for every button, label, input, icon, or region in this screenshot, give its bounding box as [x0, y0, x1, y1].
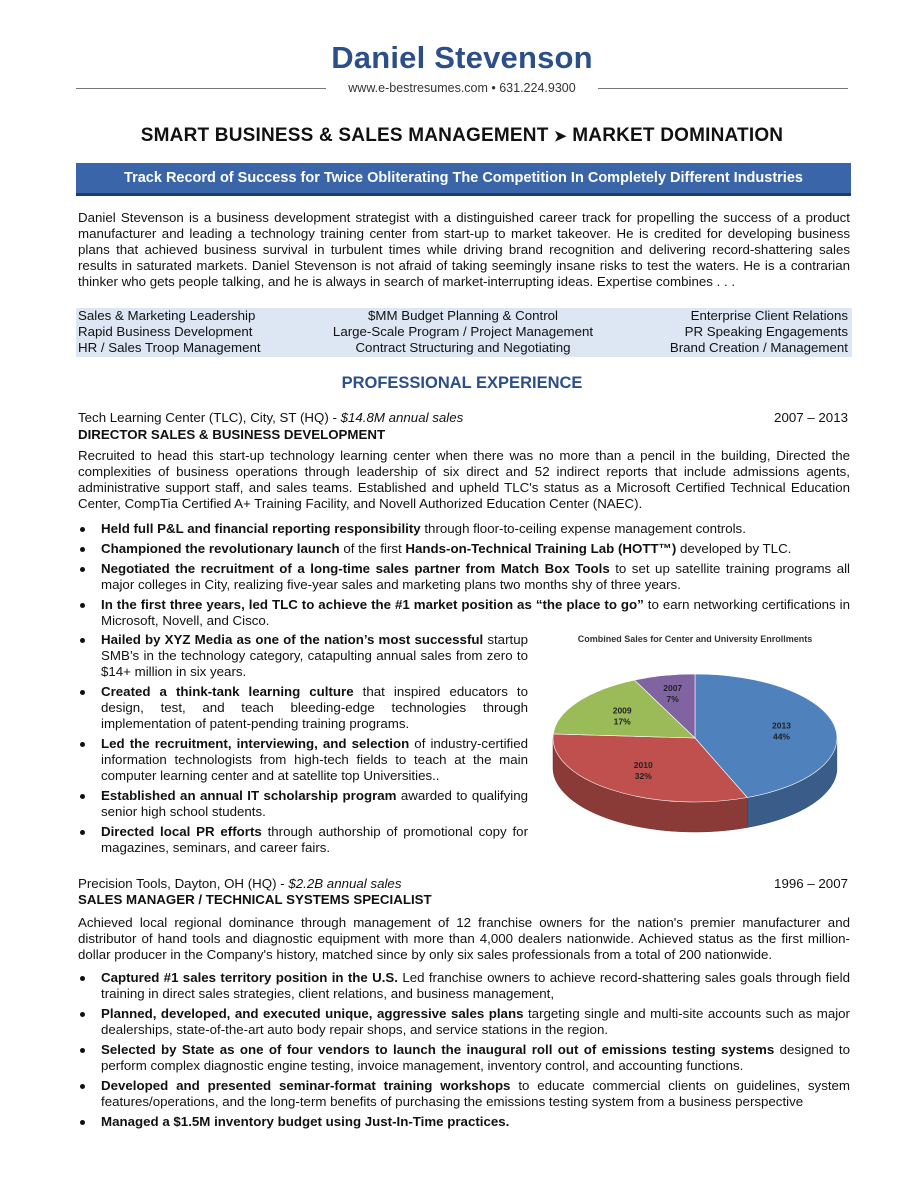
bullet-item	[78, 521, 850, 537]
bullet-highlight: Captured #1 sales territory position in the U.S.	[101, 970, 398, 985]
bullet-highlight: Created a think-tank learning culture	[101, 684, 354, 699]
skill-item: Contract Structuring and Negotiating	[355, 340, 571, 355]
job2-dates: 1996 – 2007	[774, 876, 848, 891]
bullet-text: to educate commercial clients on guidelines, system features/operations, and the long-term benefits of purchasing the emissions testing system from a business perspective	[101, 1078, 851, 1109]
chart-title: Combined Sales for Center and University Enrollments	[577, 634, 813, 644]
bullet-text: through floor-to-ceiling expense management controls.	[420, 521, 746, 536]
headline-right: MARKET DOMINATION	[572, 125, 784, 146]
bullet-highlight: Negotiated the recruitment of a long-time sales partner from Match Box Tools	[101, 561, 610, 576]
job2-bullets	[78, 970, 850, 1134]
bullet-highlight: Established an annual IT scholarship program	[101, 788, 397, 803]
skill-item: Rapid Business Development	[78, 324, 253, 339]
bullet-text: that inspired educators to design, test, and teach bleeding-edge technologies through implementation of patent-pending training programs.	[101, 684, 528, 731]
bullet-highlight: Developed and presented seminar-format training workshops	[101, 1078, 511, 1093]
bullet-highlight: In the first three years, led TLC to achieve the #1 market position as “the place to go”	[101, 597, 644, 612]
bullet-item	[78, 1114, 850, 1130]
tagline-banner: Track Record of Success for Twice Obliterating The Competition In Completely Different Industries	[76, 163, 851, 196]
bullet-item	[78, 1078, 850, 1110]
job1-side-bullets	[78, 632, 528, 860]
bullet-highlight: Led the recruitment, interviewing, and selection	[101, 736, 410, 751]
job1-dates: 2007 – 2013	[774, 410, 848, 425]
job1-title: DIRECTOR SALES & BUSINESS DEVELOPMENT	[78, 427, 386, 442]
bullet-text: to earn networking certifications in Microsoft, Novell, and Cisco.	[101, 597, 850, 628]
pie-label-percent: 32%	[634, 771, 652, 782]
job2-company-line	[78, 876, 401, 891]
job1-company-line	[78, 410, 463, 425]
bullet-item	[78, 1006, 850, 1038]
pie-label-percent: 17%	[613, 716, 631, 727]
skill-item: HR / Sales Troop Management	[78, 340, 261, 355]
bullet-highlight: Selected by State as one of four vendors to launch the inaugural roll out of emissions testing systems	[101, 1042, 775, 1057]
bullet-item	[78, 970, 850, 1002]
pie-label-category: 2013	[772, 720, 791, 731]
bullet-text: to set up satellite training programs all major colleges in City, realizing five-year sales and marketing plans two months shy of three years.	[101, 561, 850, 592]
skill-item: Enterprise Client Relations	[690, 308, 848, 323]
bullet-text: designed to perform complex diagnostic engine testing, invoice management, inventory control, and accounting functions.	[101, 1042, 851, 1073]
bullet-item	[78, 597, 850, 629]
bullet-item	[78, 561, 850, 593]
bullet-text: of the first	[339, 541, 406, 556]
bullet-highlight: Hands-on-Technical Training Lab (HOTT™)	[405, 541, 677, 556]
bullet-item	[78, 541, 850, 557]
pie-label-category: 2007	[663, 683, 683, 694]
skill-item: Sales & Marketing Leadership	[78, 308, 256, 323]
bullet-item	[78, 788, 528, 820]
pie-label-percent: 7%	[666, 694, 679, 705]
skill-item: $MM Budget Planning & Control	[368, 308, 558, 323]
headline-left: SMART BUSINESS & SALES MANAGEMENT	[140, 125, 549, 146]
bullet-item	[78, 1042, 850, 1074]
skill-item: Large-Scale Program / Project Management	[332, 324, 594, 339]
skills-row	[78, 324, 848, 340]
bullet-highlight: Planned, developed, and executed unique, aggressive sales plans	[101, 1006, 524, 1021]
bullet-text: awarded to qualifying senior high school students.	[101, 788, 529, 819]
bullet-text: through authorship of promotional copy for magazines, seminars, and career fairs.	[101, 824, 528, 855]
bullet-text: developed by TLC.	[676, 541, 792, 556]
job2-description: Achieved local regional dominance through management of 12 franchise owners for the nation's premier manufacturer and distributor of hand tools and diagnostic equipment with more than 4,000 dealers nationwide. Achieved status as the first million-dollar producer in the Company's history, matched since by only six sales professionals from a total of 200 nationwide.	[78, 915, 850, 962]
bullet-highlight: Hailed by XYZ Media as one of the nation’s most successful	[101, 632, 484, 647]
section-title-experience: PROFESSIONAL EXPERIENCE	[341, 374, 583, 392]
bullet-text: startup SMB’s in the technology category, catapulting annual sales from zero to $14+ million in six years.	[101, 632, 528, 679]
skills-table	[76, 308, 852, 357]
skills-row	[78, 308, 848, 324]
job2-sales: $2.2B annual sales	[288, 876, 402, 891]
bullet-text: of industry-certified information technologists from high-tech fields to teach at the main computer learning center and at satellite top Universities..	[101, 736, 528, 783]
skill-item: Brand Creation / Management	[669, 340, 848, 355]
arrow-icon: ➤	[553, 128, 567, 145]
job2-company: Precision Tools, Dayton, OH (HQ) -	[78, 876, 289, 891]
contact-line	[0, 81, 924, 95]
pie-chart	[540, 650, 850, 860]
job1-sales: $14.8M annual sales	[340, 410, 464, 425]
bullet-item	[78, 684, 528, 732]
bullet-highlight: Held full P&L and financial reporting responsibility	[101, 521, 421, 536]
bullet-highlight: Championed the revolutionary launch	[101, 541, 340, 556]
bullet-highlight: Managed a $1.5M inventory budget using Just-In-Time practices.	[101, 1114, 510, 1129]
job1-description: Recruited to head this start-up technology learning center when there was no more than a pencil in the building, Directed the complexities of business operations through leadership of six direct and 52 indirect reports that include admissions agents, administrative support staff, and sales teams. Established and upheld TLC's status as a Microsoft Certified Technical Education Center, CompTia Certified A+ Training Facility, and Novell Authorized Education Center (NAEC).	[78, 448, 850, 511]
contact-text: www.e-bestresumes.com • 631.224.9300	[340, 81, 583, 95]
pie-label-category: 2010	[633, 760, 653, 771]
bullet-item	[78, 632, 528, 680]
pie-label-percent: 44%	[772, 731, 790, 742]
summary-paragraph: Daniel Stevenson is a business development strategist with a distinguished career track for propelling the success of a product manufacturer and leading a technology training center from start-up to market takeover. He is credited for developing business plans that achieved business survival in turbulent times while driving brand recognition and delivering record-shattering sales results in saturated markets. Daniel Stevenson is not afraid of taking seemingly insane risks to test the waters. He is a contrarian thinker who gets people talking, and he is always in search of market-interrupting ideas. Expertise combines . . .	[78, 210, 850, 289]
bullet-text: Led franchise owners to achieve record-shattering sales goals through field training in direct sales strategies, client relations, and business management,	[101, 970, 850, 1001]
job1-company: Tech Learning Center (TLC), City, ST (HQ) -	[78, 410, 341, 425]
bullet-highlight: Directed local PR efforts	[101, 824, 262, 839]
bullet-item	[78, 736, 528, 784]
job1-bullets	[78, 521, 850, 633]
bullet-item	[78, 824, 528, 856]
bullet-text: targeting single and multi-site accounts such as major dealerships, state-of-the-art auto body repair shops, and service stations in the region.	[101, 1006, 850, 1037]
skill-item: PR Speaking Engagements	[684, 324, 848, 339]
candidate-name: Daniel Stevenson	[331, 40, 593, 75]
pie-label-category: 2009	[612, 705, 632, 716]
skills-row	[78, 340, 848, 356]
job2-title: SALES MANAGER / TECHNICAL SYSTEMS SPECIALIST	[78, 892, 432, 907]
headline	[0, 125, 924, 147]
